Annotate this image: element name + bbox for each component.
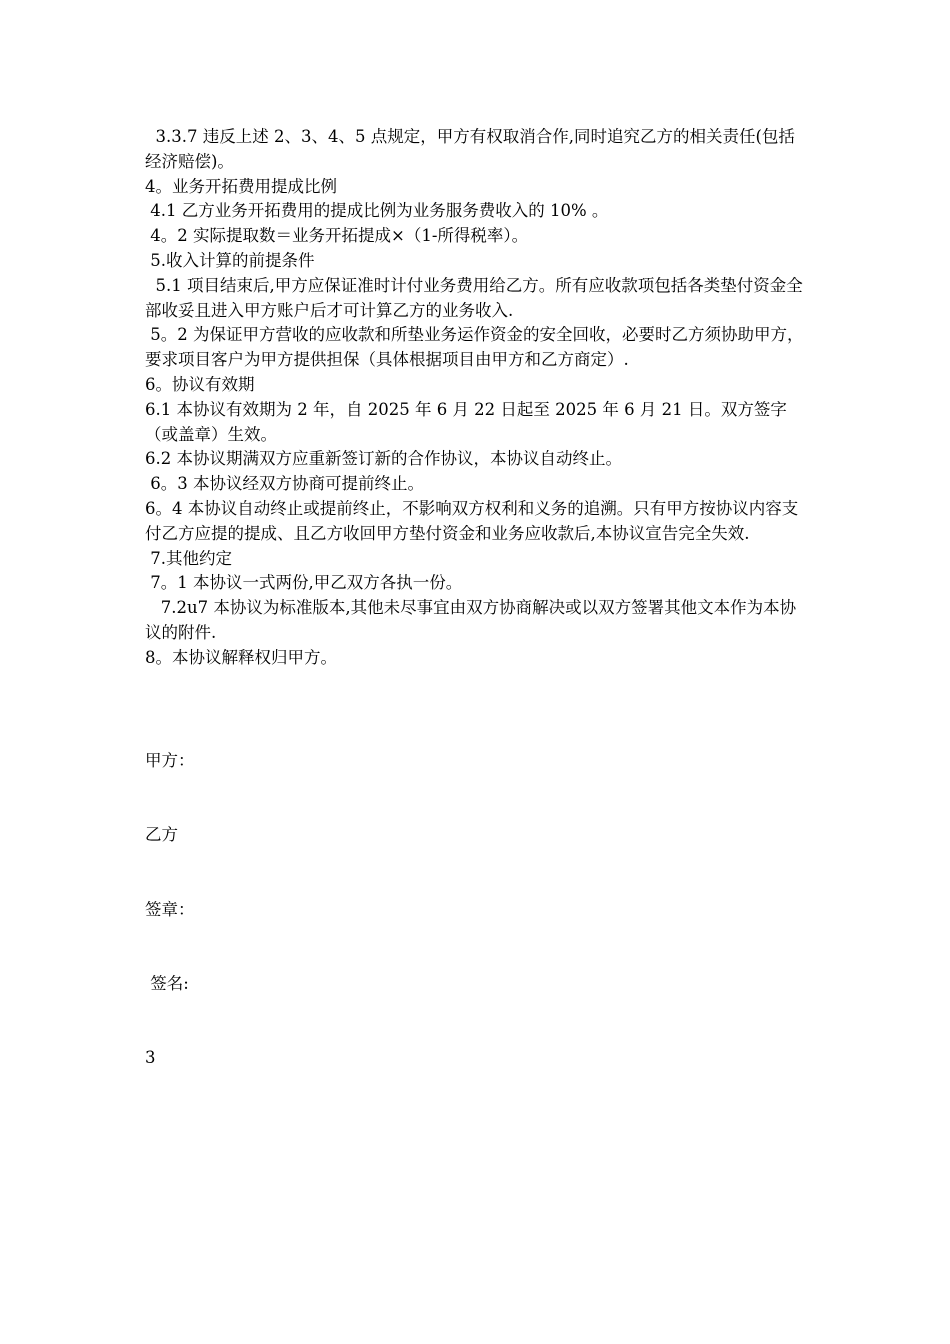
clause-3-3-7: 3.3.7 违反上述 2、3、4、5 点规定，甲方有权取消合作,同时追究乙方的相关责任(包括经济赔偿)。 [145, 127, 795, 171]
agreement-body [145, 125, 810, 671]
section-7-heading: 7.其他约定 [145, 548, 232, 568]
party-a-label: 甲方： [145, 751, 195, 770]
clause-6-2: 6.2 本协议期满双方应重新签订新的合作协议，本协议自动终止。 [145, 449, 622, 469]
clause-5-2: 5。2 为保证甲方营收的应收款和所垫业务运作资金的安全回收，必要时乙方须协助甲方，要求项目客户为甲方提供担保（具体根据项目由甲方和乙方商定）. [145, 325, 804, 370]
signature-label: 签名: [145, 974, 189, 993]
clause-6-3: 6。3 本协议经双方协商可提前终止。 [145, 474, 424, 494]
clause-7-1: 7。1 本协议一式两份,甲乙双方各执一份。 [145, 573, 463, 593]
page-number: 3 [145, 1048, 156, 1067]
clause-6-4: 6。4 本协议自动终止或提前终止，不影响双方权利和义务的追溯。只有甲方按协议内容支付乙方应提的提成、且乙方收回甲方垫付资金和业务应收款后,本协议宣告完全失效. [145, 498, 799, 543]
section-6-heading: 6。协议有效期 [145, 374, 255, 394]
clause-5-1: 5.1 项目结束后,甲方应保证准时计付业务费用给乙方。所有应收款项包括各类垫付资金全部收妥且进入甲方账户后才可计算乙方的业务收入. [145, 275, 803, 320]
clause-4-1: 4.1 乙方业务开拓费用的提成比例为业务服务费收入的 10% 。 [145, 201, 609, 221]
clause-8: 8。本协议解释权归甲方。 [145, 647, 337, 667]
clause-4-2: 4。2 实际提取数＝业务开拓提成×（1-所得税率）。 [145, 226, 529, 246]
clause-7-2: 7.2u7 本协议为标准版本,其他未尽事宜由双方协商解决或以双方签署其他文本作为本协议的附件. [145, 598, 797, 642]
seal-label: 签章： [145, 900, 195, 919]
clause-6-1: 6.1 本协议有效期为 2 年，自 2025 年 6 月 22 日起至 2025 年 6 月 21 日。双方签字（或盖章）生效。 [145, 399, 787, 444]
section-5-heading: 5.收入计算的前提条件 [145, 250, 315, 270]
section-4-heading: 4。业务开拓费用提成比例 [145, 176, 337, 196]
party-b-label: 乙方 [145, 825, 178, 844]
